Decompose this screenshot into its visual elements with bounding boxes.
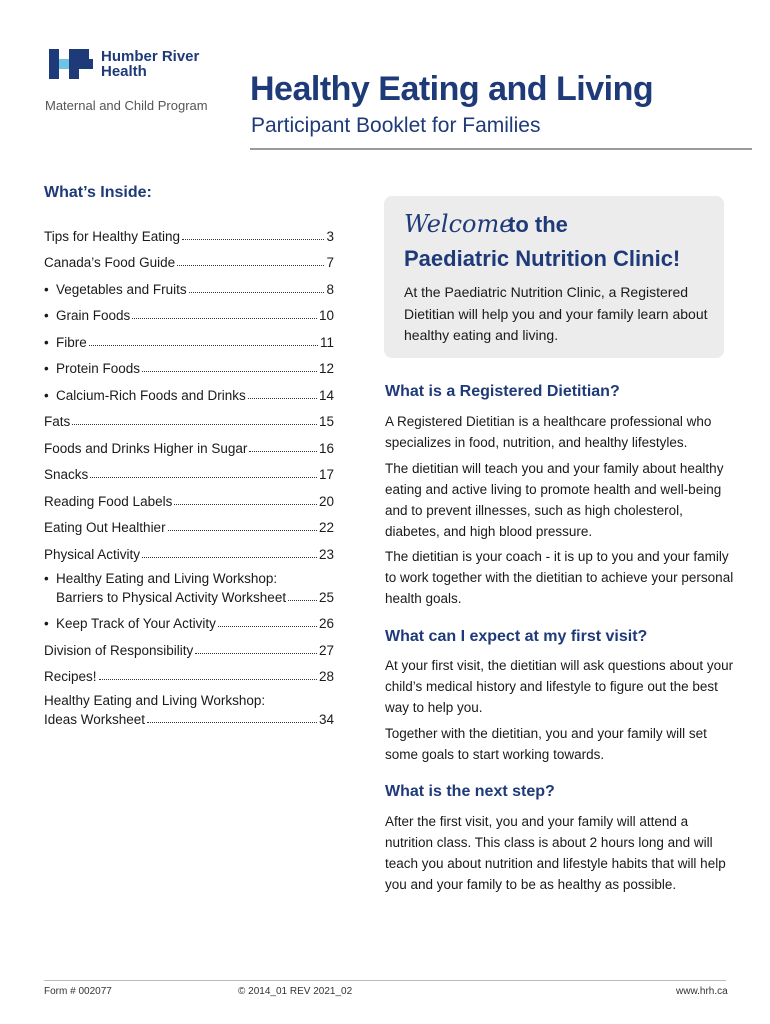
toc-entry-page: 25 — [318, 589, 334, 605]
footer-form-number: Form # 002077 — [44, 986, 112, 997]
footer-divider — [44, 980, 726, 981]
toc-entry-page: 12 — [318, 361, 334, 376]
toc-entry — [44, 297, 334, 324]
section-heading-first-visit: What can I expect at my first visit? — [385, 628, 648, 645]
toc-entry-label: • Protein Foods — [56, 361, 141, 376]
toc-entry-label: Canada’s Food Guide — [44, 255, 176, 270]
toc-entry — [44, 270, 334, 297]
toc-entry-page: 3 — [326, 228, 334, 244]
toc-entry-label: • Grain Foods — [56, 308, 131, 323]
section-paragraph: Together with the dietitian, you and your family will set some goals to start working towards. — [385, 726, 707, 762]
toc-entry-page: 7 — [326, 255, 334, 270]
toc-entry-line2 — [56, 588, 334, 605]
toc-leader-dots — [174, 504, 317, 505]
toc-leader-dots — [72, 424, 317, 425]
section-heading-dietitian: What is a Registered Dietitian? — [385, 383, 620, 400]
section-heading-next-step: What is the next step? — [385, 783, 555, 800]
toc-entry-label-line1: Healthy Eating and Living Workshop: — [44, 693, 266, 708]
logo-wordmark — [101, 49, 199, 79]
toc-leader-dots — [89, 345, 318, 346]
toc-entry-page: 14 — [318, 387, 334, 403]
toc-entry-page: 34 — [318, 712, 334, 727]
toc-leader-dots — [182, 239, 324, 240]
toc-entry — [44, 456, 334, 483]
toc-entry — [44, 403, 334, 430]
toc-entry — [44, 323, 334, 350]
toc-entry-label: Foods and Drinks Higher in Sugar — [44, 440, 248, 456]
toc-leader-dots — [248, 398, 317, 399]
toc-entry-label: Recipes! — [44, 669, 97, 684]
toc-entry — [44, 562, 334, 605]
toc-entry-line2 — [44, 710, 334, 727]
toc-leader-dots — [132, 318, 317, 319]
toc-leader-dots — [142, 557, 317, 558]
toc-leader-dots — [99, 679, 317, 680]
toc-entry-page: 22 — [318, 520, 334, 535]
toc-entry-page: 28 — [318, 669, 334, 684]
logo-text-line1: Humber River — [101, 48, 200, 65]
toc-entry-label: Fats — [44, 414, 71, 429]
toc-entry-page: 23 — [318, 546, 334, 562]
toc-entry-label: Barriers to Physical Activity Worksheet — [56, 589, 287, 605]
toc-entry — [44, 535, 334, 562]
welcome-body: At the Paediatric Nutrition Clinic, a Registered Dietitian will help you and your family learn about healthy eating and living. — [404, 284, 708, 343]
toc-entry-page: 11 — [319, 334, 334, 350]
toc-leader-dots — [168, 530, 317, 531]
document-subtitle: Participant Booklet for Families — [251, 114, 541, 137]
toc-entry-label: Division of Responsibility — [44, 642, 194, 658]
toc-entry-label: • Calcium-Rich Foods and Drinks — [56, 387, 246, 403]
humber-river-health-logo — [49, 47, 219, 83]
welcome-script-word: Welcome — [404, 210, 514, 238]
toc-entry — [44, 509, 334, 536]
footer-revision: © 2014_01 REV 2021_02 — [238, 986, 353, 997]
toc-entry — [44, 605, 334, 632]
toc-entry — [44, 482, 334, 509]
toc-leader-dots — [189, 292, 325, 293]
toc-leader-dots — [177, 265, 324, 266]
toc-entry — [44, 658, 334, 685]
welcome-heading-rest: to the — [508, 212, 568, 237]
toc-entry — [44, 350, 334, 377]
toc-leader-dots — [195, 653, 317, 654]
toc-leader-dots — [147, 722, 317, 723]
toc-entry-label: • Fibre — [56, 334, 87, 350]
toc-entry-page: 10 — [318, 308, 334, 323]
section-paragraph: The dietitian will teach you and your family about healthy eating and active living to promote health and well-being and to prevent illnesses, such as high cholesterol, diabetes, and high blood pressure. — [385, 461, 724, 539]
program-name: Maternal and Child Program — [45, 98, 208, 113]
section-paragraph: A Registered Dietitian is a healthcare professional who specializes in food, nutrition, and healthy lifestyles. — [385, 414, 712, 450]
toc-entry-page: 17 — [318, 467, 334, 482]
header-divider — [250, 148, 752, 150]
toc-entry-label: Snacks — [44, 467, 89, 482]
section-paragraph: At your first visit, the dietitian will ask questions about your child’s medical history and lifestyle to figure out the best way to help you. — [385, 658, 734, 715]
toc-entry-label: • Keep Track of Your Activity — [56, 616, 216, 631]
toc-leader-dots — [142, 371, 317, 372]
toc-entry-label: • Vegetables and Fruits — [56, 281, 187, 297]
toc-entry — [44, 217, 334, 244]
toc-entry-page: 27 — [318, 642, 334, 658]
welcome-heading-line2: Paediatric Nutrition Clinic! — [404, 246, 681, 271]
section-paragraph: After the first visit, you and your family will attend a nutrition class. This class is about 2 hours long and will teach you about nutrition and lifestyle habits that will help you and your family to be as healthy as possible. — [385, 814, 726, 892]
toc-entry-page: 16 — [318, 440, 334, 456]
logo-text-line2: Health — [101, 63, 147, 80]
toc-heading: What’s Inside: — [44, 184, 152, 201]
toc-entry — [44, 376, 334, 403]
footer-url: www.hrh.ca — [676, 986, 728, 997]
toc-leader-dots — [218, 626, 317, 627]
toc-leader-dots — [288, 600, 317, 601]
toc-entry-label: Ideas Worksheet — [44, 712, 146, 727]
toc-entry — [44, 429, 334, 456]
toc-entry — [44, 244, 334, 271]
toc-leader-dots — [249, 451, 317, 452]
toc-entry-label-line1: • Healthy Eating and Living Workshop: — [56, 570, 278, 586]
toc-entry-page: 15 — [318, 414, 334, 429]
toc-entry — [44, 631, 334, 658]
toc-entry-label: Reading Food Labels — [44, 493, 173, 509]
toc-entry-label: Eating Out Healthier — [44, 520, 166, 535]
hospital-cross-logo-icon — [49, 47, 93, 81]
toc-entry-label: Tips for Healthy Eating — [44, 228, 181, 244]
table-of-contents — [44, 217, 334, 727]
toc-entry-page: 8 — [326, 281, 334, 297]
document-title: Healthy Eating and Living — [250, 70, 654, 108]
toc-entry — [44, 684, 334, 727]
toc-entry-page: 20 — [318, 493, 334, 509]
section-paragraph: The dietitian is your coach - it is up to you and your family to work together with the dietitian to achieve your personal health goals. — [385, 549, 734, 606]
toc-entry-page: 26 — [318, 616, 334, 631]
toc-leader-dots — [90, 477, 317, 478]
toc-entry-label: Physical Activity — [44, 546, 141, 562]
